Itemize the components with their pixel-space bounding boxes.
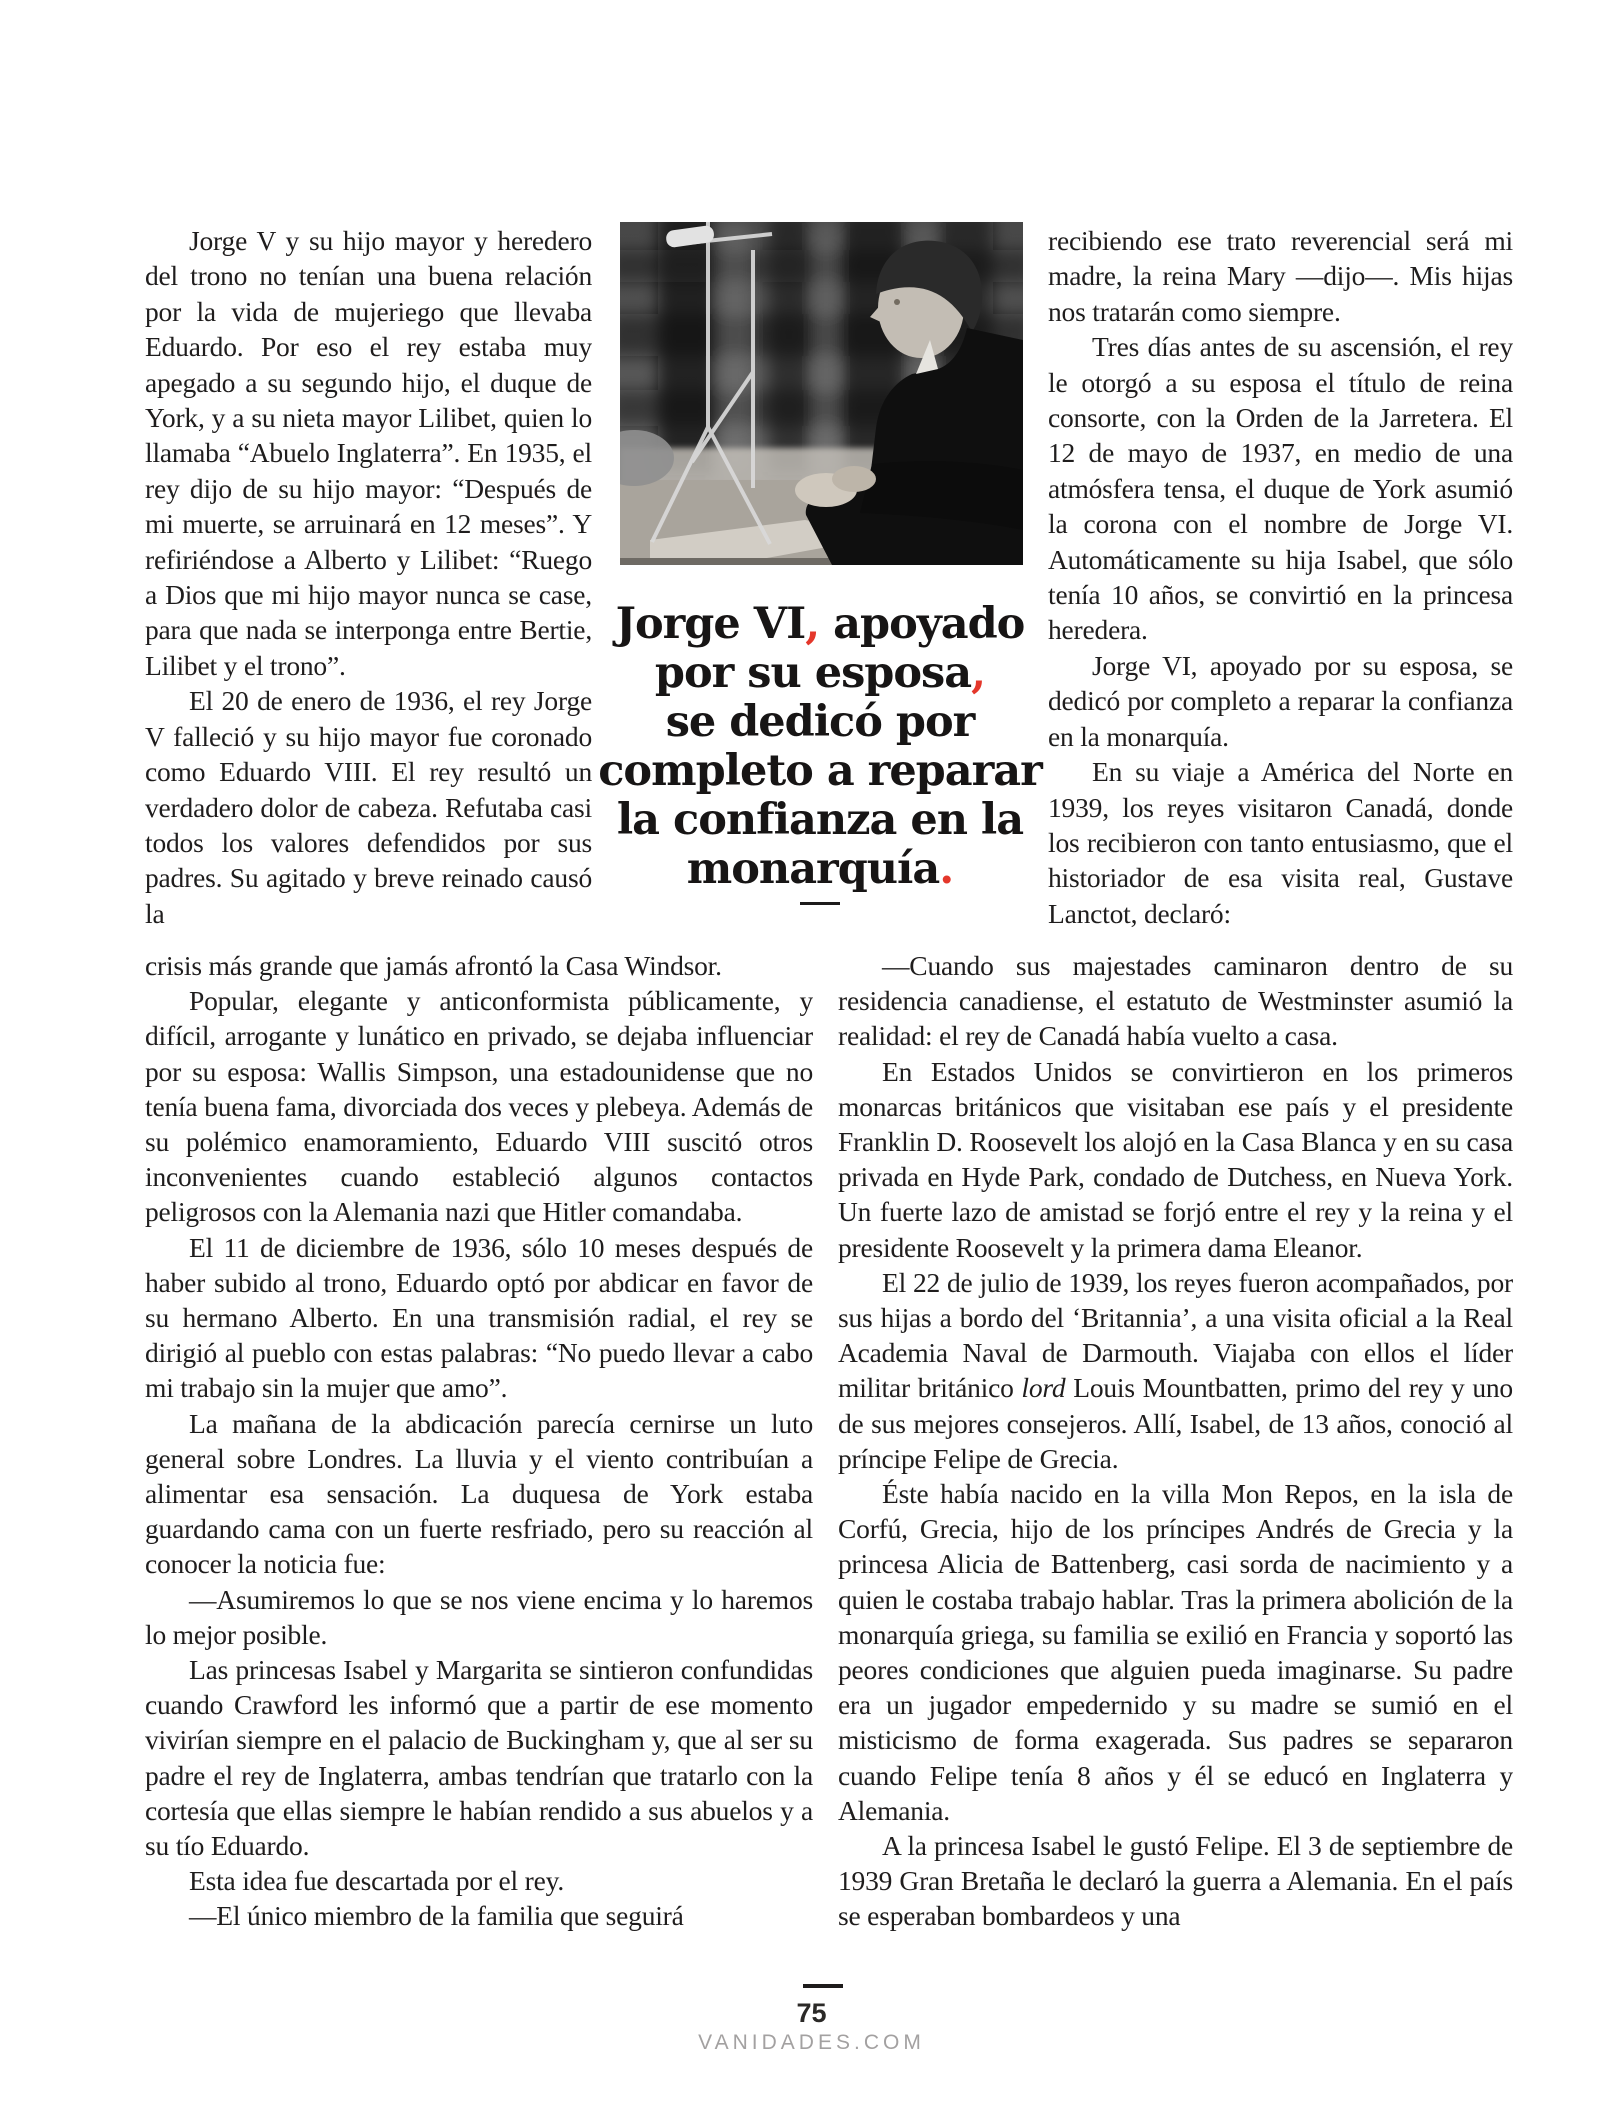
text-segment: Jorge VI, apoyado por su esposa, se dedicó por completo a reparar la confianza en la monarquía. [1048,649,1513,752]
paragraph [145,1230,813,1406]
paragraph [145,223,592,683]
text-segment: , [805,599,820,649]
text-segment: Tres días antes de su ascensión, el rey le otorgó a su esposa el título de reina consorte, con la Orden de la Jarretera. El 12 de mayo de 1937, en medio de una atmósfera tensa, el duque de York asumió la corona con el nombre de Jorge VI. Automáticamente su hija Isabel, que sólo tenía 10 años, se convirtió en la princesa heredera. [1048,331,1513,646]
text-segment: El 20 de enero de 1936, el rey Jorge V falleció y su hijo mayor fue coronado como Eduardo VIII. El rey resultó un verdadero dolor de cabeza. Refutaba casi todos los valores defendidos por sus padres. Su agitado y breve reinado causó la [145,685,592,929]
text-segment: completo a reparar [598,746,1042,796]
column-top-left [145,223,592,968]
text-segment: . [939,844,954,894]
text-segment: lord [1021,1372,1066,1404]
text-segment: por su esposa [654,648,972,698]
column-top-right [1048,223,1513,968]
paragraph [145,1898,813,1933]
pull-quote-line [565,698,1075,747]
text-segment: A la princesa Isabel le gustó Felipe. El 3 de septiembre de 1939 Gran Bretaña le declaró la guerra a Alemania. En el país se esperaban bombardeos y una [838,1830,1513,1932]
text-segment: la confianza en la [616,795,1024,845]
text-segment: se dedicó por [665,697,975,747]
text-segment: En Estados Unidos se convirtieron en los primeros monarcas británicos que visitaban ese país y el presidente Franklin D. Roosevelt los alojó en la Casa Blanca y en su casa privada en Hyde Park, condado de Dutchess, en Nueva York. Un fuerte lazo de amistad se forjó entre el rey y la reina y el presidente Roosevelt y la primera dama Eleanor. [838,1055,1513,1263]
column-bottom-right [838,948,1513,1953]
paragraph [145,1652,813,1863]
text-segment: Jorge VI [615,599,806,649]
quote-rule [800,902,840,905]
text-segment: recibiendo ese trato reverencial será mi madre, la reina Mary —dijo—. Mis hijas nos tratarán como siempre. [1048,225,1513,327]
paragraph [838,1054,1513,1265]
page-number: 75 [796,1998,827,2028]
text-segment: Las princesas Isabel y Margarita se sintieron confundidas cuando Crawford les informó que a partir de ese momento vivirían siempre en el palacio de Buckingham y, que al ser su padre el rey de Inglaterra, ambas tendrían que tratarlo con la cortesía que ellas siempre le habían rendido a sus abuelos y a su tío Eduardo. [145,1654,813,1862]
text-segment: monarquía [686,844,940,894]
paragraph [838,948,1513,1054]
text-segment: —Cuando sus majestades caminaron dentro de su residencia canadiense, el estatuto de Westminster asumió la realidad: el rey de Canadá había vuelto a casa. [838,950,1513,1052]
pull-quote [565,600,1075,894]
paragraph [145,983,813,1229]
text-segment: La mañana de la abdicación parecía cernirse un luto general sobre Londres. La lluvia y el viento contribuían a alimentar esa sensación. La duquesa de York estaba guardando cama con un fuerte resfriado, pero su reacción al conocer la noticia fue: [145,1407,813,1580]
text-segment: —Asumiremos lo que se nos viene encima y lo haremos lo mejor posible. [145,1583,813,1650]
king-broadcast-photo [620,222,1023,565]
text-segment: apoyado [819,599,1025,649]
text-segment: Éste había nacido en la villa Mon Repos, en la isla de Corfú, Grecia, hijo de los príncipes Andrés de Grecia y la princesa Alicia de Battenberg, casi sorda de nacimiento y a quien le costaba trabajo hablar. Tras la primera abolición de la monarquía griega, su familia se exilió en Francia y soportó las peores condiciones que alguien pueda imaginarse. Su padre era un jugador empedernido y su madre se sumió en el misticismo de forma exagerada. Sus padres se separaron cuando Felipe tenía 8 años y él se educó en Inglaterra y Alemania. [838,1478,1513,1826]
text-segment: El 11 de diciembre de 1936, sólo 10 meses después de haber subido al trono, Eduardo optó por abdicar en favor de su hermano Alberto. En una transmisión radial, el rey se dirigió al pueblo con estas palabras: “No puedo llevar a cabo mi trabajo sin la mujer que amo”. [145,1231,813,1404]
paragraph [1048,223,1513,329]
paragraph [1048,329,1513,648]
pull-quote-line [565,649,1075,698]
footer-rule [803,1984,843,1988]
paragraph [145,683,592,931]
paragraph [145,1582,813,1652]
text-segment: Esta idea fue descartada por el rey. [189,1865,565,1897]
king-broadcast-photo-art [620,222,1023,565]
paragraph [1048,648,1513,754]
text-segment: Popular, elegante y anticonformista públicamente, y difícil, arrogante y lunático en privado, se dejaba influenciar por su esposa: Wallis Simpson, una estadounidense que no tenía buena fama, divorciada dos veces y plebeya. Además de su polémico enamoramiento, Eduardo VIII suscitó otros inconvenientes cuando estableció algunos contactos peligrosos con la Alemania nazi que Hitler comandaba. [145,985,813,1228]
column-bottom-left [145,948,813,1953]
paragraph [838,1828,1513,1934]
text-segment: En su viaje a América del Norte en 1939, los reyes visitaron Canadá, donde los recibieron con tanto entusiasmo, que el historiador de esa visita real, Gustave Lanctot, declaró: [1048,756,1513,929]
site-name: VANIDADES.COM [698,2031,925,2054]
text-segment: Jorge V y su hijo mayor y heredero del trono no tenían una buena relación por la vida de mujeriego que llevaba Eduardo. Por eso el rey estaba muy apegado a su segundo hijo, el duque de York, y a su nieta mayor Lilibet, quien lo llamaba “Abuelo Inglaterra”. En 1935, el rey dijo de su hijo mayor: “Después de mi muerte, se arruinará en 12 meses”. Y refiriéndose a Alberto y Lilibet: “Ruego a Dios que mi hijo mayor nunca se case, para que nada se interponga entre Bertie, Lilibet y el trono”. [145,225,592,681]
paragraph [1048,754,1513,931]
paragraph [145,948,813,983]
text-segment: Louis Mountbatten, primo del rey y uno de sus mejores consejeros. Allí, Isabel, de 13 años, conoció al príncipe Felipe de Grecia. [838,1372,1513,1474]
paragraph [838,1265,1513,1476]
text-segment: —El único miembro de la familia que seguirá [189,1900,684,1932]
paragraph [145,1406,813,1582]
pull-quote-line [565,747,1075,796]
text-segment: El 22 de julio de 1939, los reyes fueron acompañados, por sus hijas a bordo del ‘Britannia’, a una visita oficial a la Real Academia Naval de Darmouth. Viajaba con ellos el líder militar británico [838,1266,1513,1404]
paragraph [145,1863,813,1898]
text-segment: , [971,648,986,698]
pull-quote-line [565,600,1075,649]
pull-quote-line [565,796,1075,845]
pull-quote-line [565,845,1075,894]
text-segment: crisis más grande que jamás afrontó la Casa Windsor. [145,950,722,981]
paragraph [838,1476,1513,1828]
